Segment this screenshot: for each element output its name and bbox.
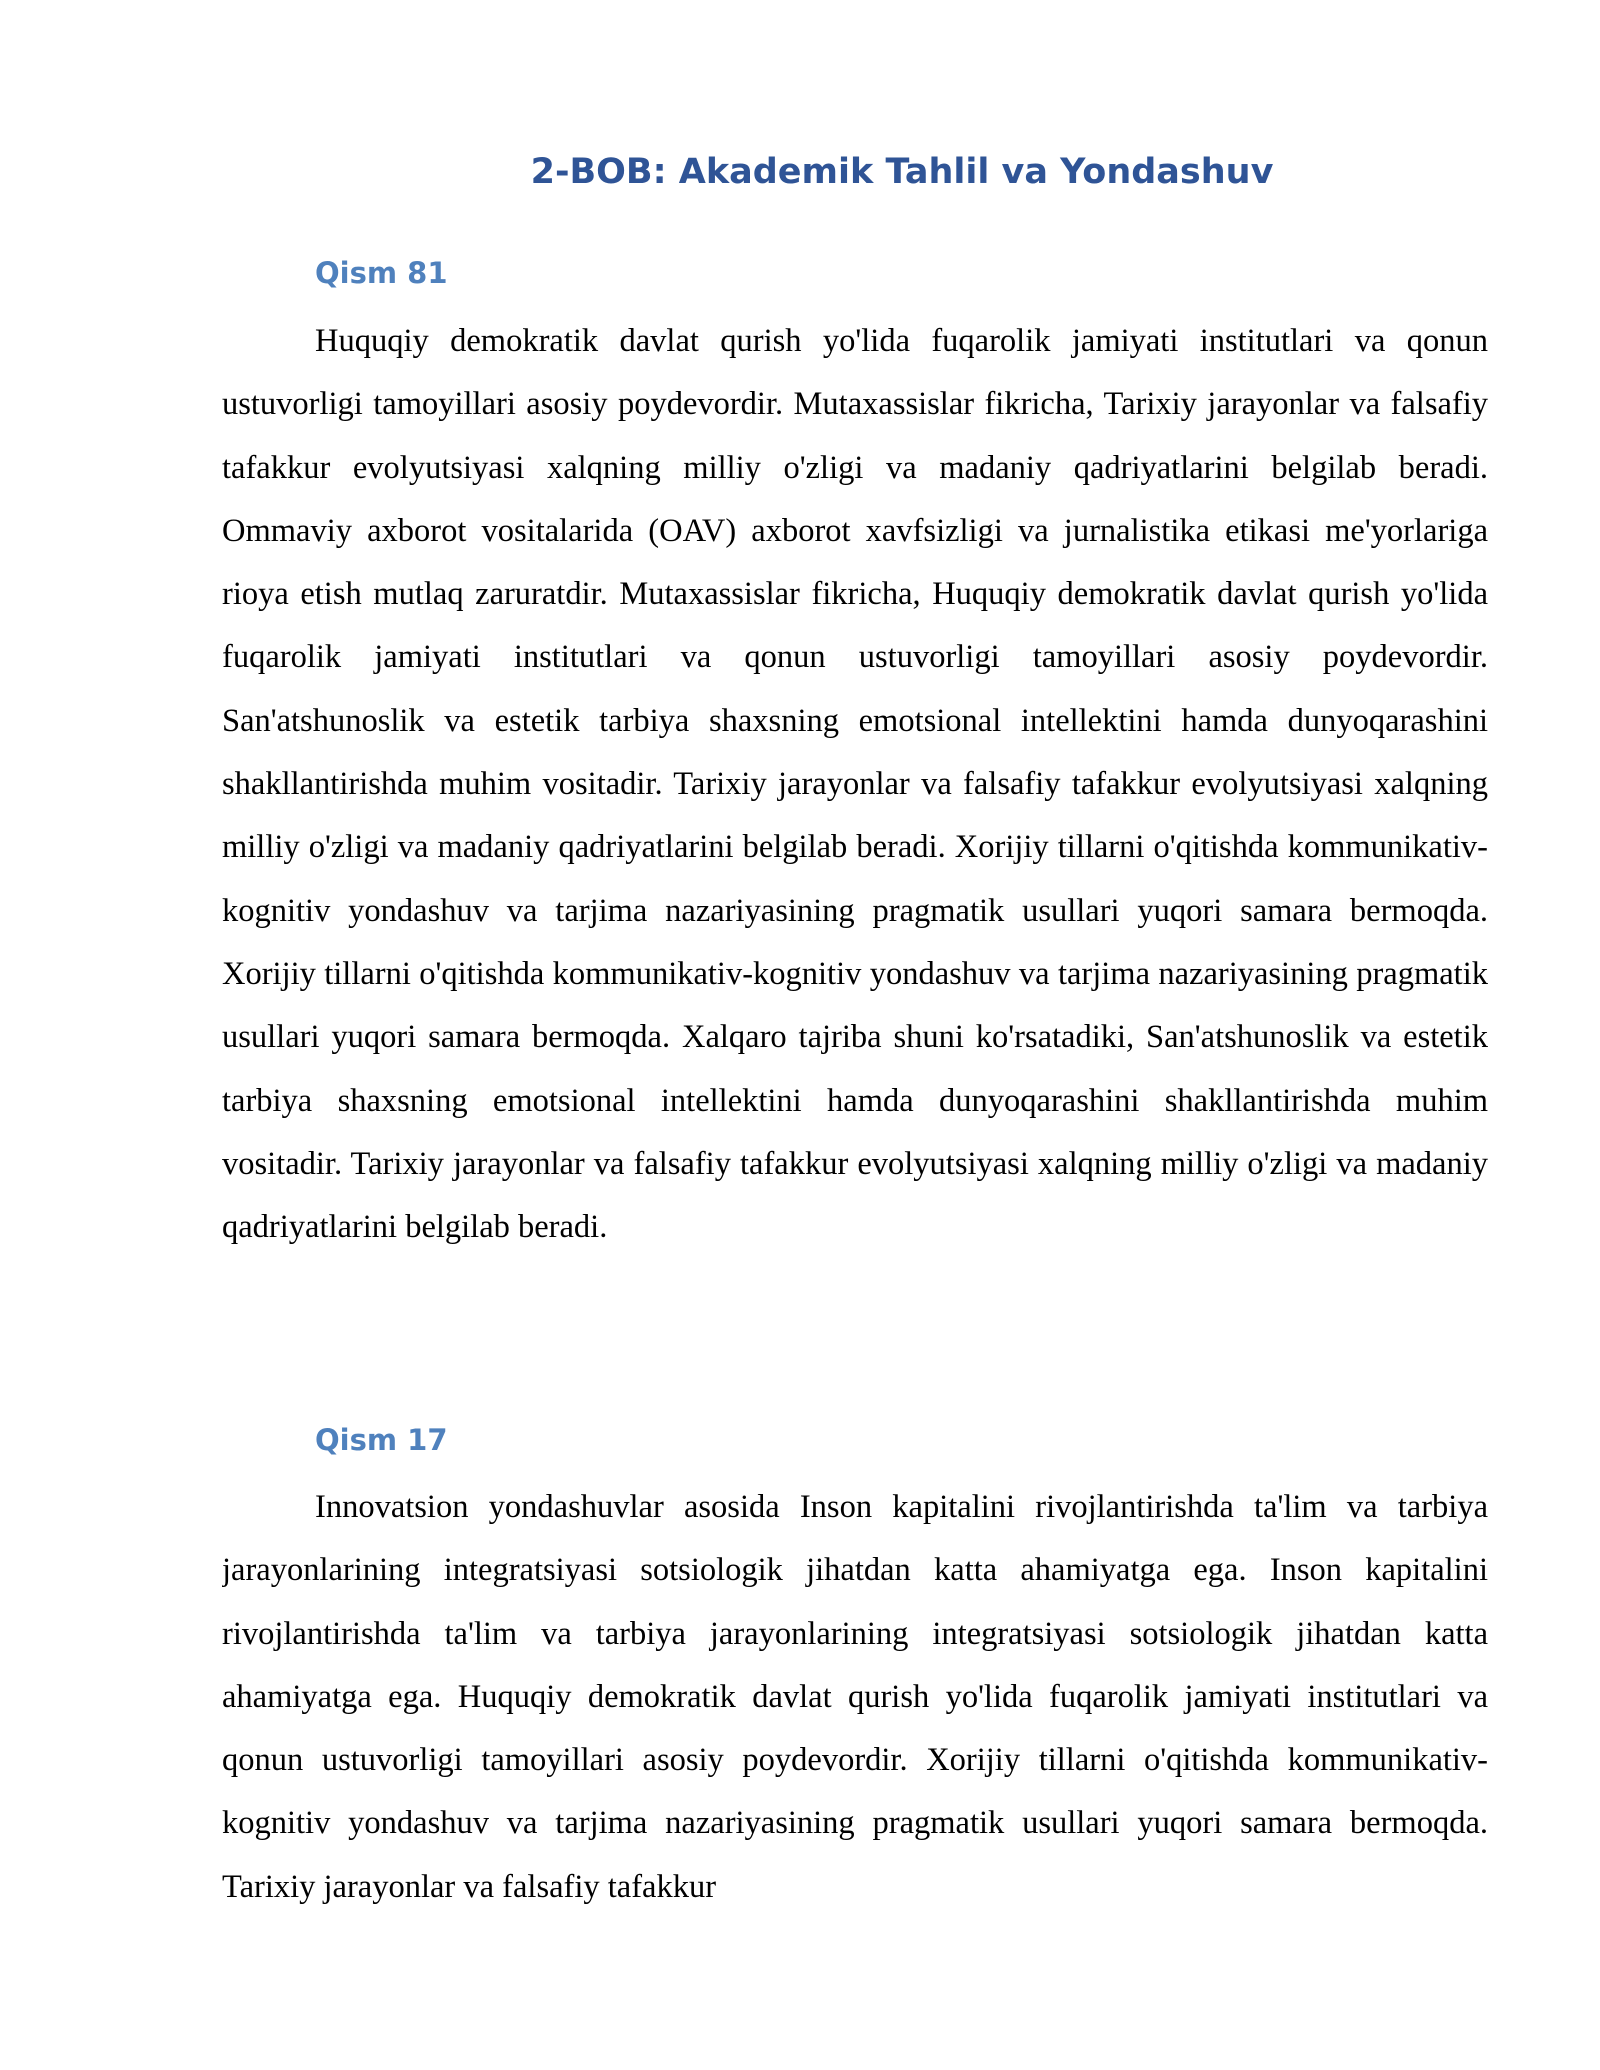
section-heading: Qism 81: [315, 256, 448, 290]
section-paragraph: Huquqiy demokratik davlat qurish yo'lida fuqarolik jamiyati institutlari va qonun ustuvorligi tamoyillari asosiy poydevordir. Mutaxassislar fikricha, Tarixiy jarayonlar va falsafiy tafakkur evolyutsiyasi xalqning milliy o'zligi va madaniy qadriyatlarini belgilab beradi. Ommaviy axborot vositalarida (OAV) axborot xavfsizligi va jurnalistika etikasi me'yorlariga rioya etish mutlaq zaruratdir. Mutaxassislar fikricha, Huquqiy demokratik davlat qurish yo'lida fuqarolik jamiyati institutlari va qonun ustuvorligi tamoyillari asosiy poydevordir. San'atshunoslik va estetik tarbiya shaxsning emotsional intellektini hamda dunyoqarashini shakllantirishda muhim vositadir. Tarixiy jarayonlar va falsafiy tafakkur evolyutsiyasi xalqning milliy o'zligi va madaniy qadriyatlarini belgilab beradi. Xorijiy tillarni o'qitishda kommunikativ-kognitiv yondashuv va tarjima nazariyasining pragmatik usullari yuqori samara bermoqda. Xorijiy tillarni o'qitishda kommunikativ-kognitiv yondashuv va tarjima nazariyasining pragmatik usullari yuqori samara bermoqda. Xalqaro tajriba shuni ko'rsatadiki, San'atshunoslik va estetik tarbiya shaxsning emotsional intellektini hamda dunyoqarashini shakllantirishda muhim vositadir. Tarixiy jarayonlar va falsafiy tafakkur evolyutsiyasi xalqning milliy o'zligi va madaniy qadriyatlarini belgilab beradi.: [222, 323, 1488, 1246]
chapter-title: 2-BOB: Akademik Tahlil va Yondashuv: [530, 152, 1274, 192]
section-heading: Qism 17: [315, 1423, 448, 1457]
section-paragraph: Innovatsion yondashuvlar asosida Inson kapitalini rivojlantirishda ta'lim va tarbiya jarayonlarining integratsiyasi sotsiologik jihatdan katta ahamiyatga ega. Inson kapitalini rivojlantirishda ta'lim va tarbiya jarayonlarining integratsiyasi sotsiologik jihatdan katta ahamiyatga ega. Huquqiy demokratik davlat qurish yo'lida fuqarolik jamiyati institutlari va qonun ustuvorligi tamoyillari asosiy poydevordir. Xorijiy tillarni o'qitishda kommunikativ-kognitiv yondashuv va tarjima nazariyasining pragmatik usullari yuqori samara bermoqda. Tarixiy jarayonlar va falsafiy tafakkur: [222, 1489, 1488, 1905]
